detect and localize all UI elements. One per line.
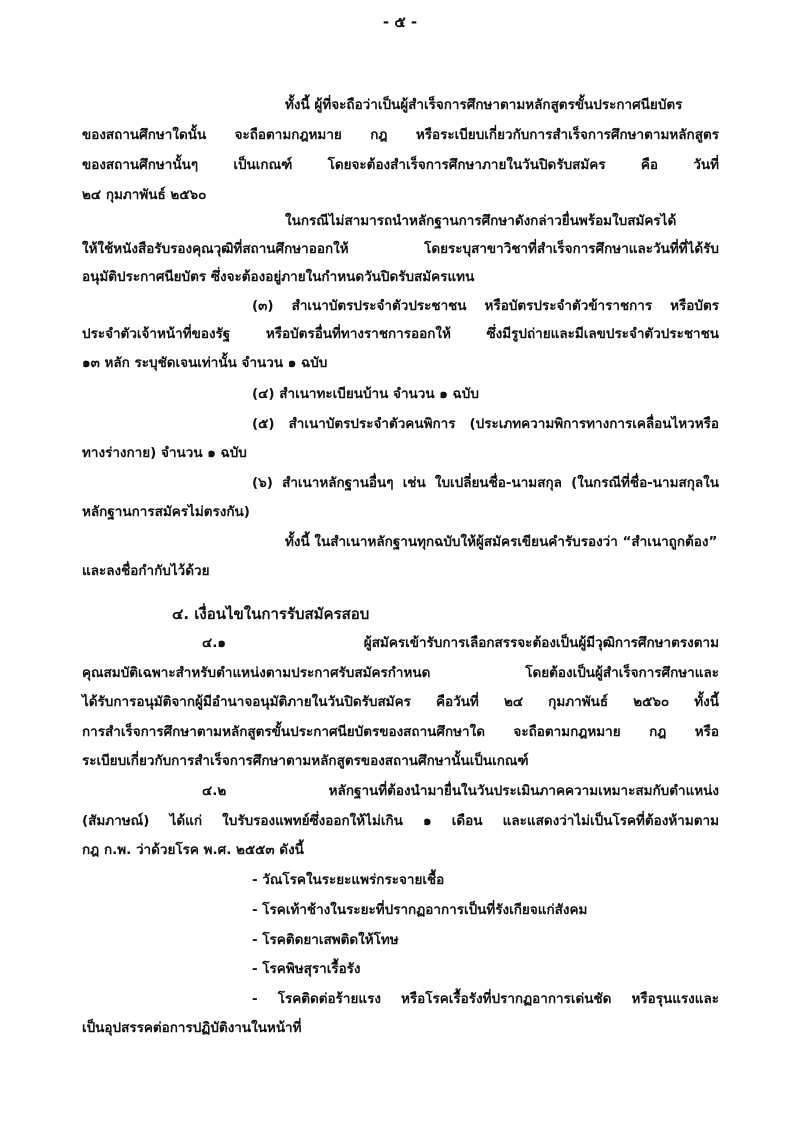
item-4-line-1: (๔) สำเนาทะเบียนบ้าน จำนวน ๑ ฉบับ xyxy=(252,386,479,402)
paragraph-1-line-2: ของสถานศึกษาใดนั้น จะถือตามกฎหมาย กฎ หรือระเบียบเกี่ยวกับการสำเร็จการศึกษาตามหลักสูตร xyxy=(82,127,719,143)
item-6-line-1: (๖) สำเนาหลักฐานอื่นๆ เช่น ใบเปลี่ยนชื่อ-นามสกุล (ในกรณีที่ชื่อ-นามสกุลใน xyxy=(252,475,719,491)
section-4-1-line-1: ๔.๑ ผู้สมัครเข้ารับการเลือกสรรจะต้องเป็นผู้มีวุฒิการศึกษาตรงตาม xyxy=(202,635,719,651)
section-4-1-line-5: ระเบียบเกี่ยวกับการสำเร็จการศึกษาตามหลักสูตรของสถานศึกษานั้นเป็นเกณฑ์ xyxy=(82,753,529,769)
disease-list-item-last-line-1: - โรคติดต่อร้ายแรง หรือโรคเรื้อรังที่ปรากฏอาการเด่นชัด หรือรุนแรงและ xyxy=(252,991,719,1007)
paragraph-2-line-2: ให้ใช้หนังสือรับรองคุณวุฒิที่สถานศึกษาออกให้ โดยระบุสาขาวิชาที่สำเร็จการศึกษาและวันที่ที่ได้รับ xyxy=(82,241,719,257)
paragraph-3-line-1: ทั้งนี้ ในสำเนาหลักฐานทุกฉบับให้ผู้สมัครเขียนคำรับรองว่า “สำเนาถูกต้อง” xyxy=(285,534,718,550)
disease-list-item: - วัณโรคในระยะแพร่กระจายเชื้อ xyxy=(252,872,445,888)
section-4-heading: ๔. เงื่อนไขในการรับสมัครสอบ xyxy=(172,605,370,623)
page-number: - ๕ - xyxy=(382,13,418,31)
section-4-1-line-4: การสำเร็จการศึกษาตามหลักสูตรขั้นประกาศนียบัตรของสถานศึกษาใด จะถือตามกฎหมาย กฎ หรือ xyxy=(82,724,719,740)
item-5-line-1: (๕) สำเนาบัตรประจำตัวคนพิการ (ประเภทความพิการทางการเคลื่อนไหวหรือ xyxy=(252,416,719,432)
item-3-line-1: (๓) สำเนาบัตรประจำตัวประชาชน หรือบัตรประจำตัวข้าราชการ หรือบัตร xyxy=(252,298,719,314)
paragraph-2-line-1: ในกรณีไม่สามารถนำหลักฐานการศึกษาดังกล่าวยื่นพร้อมใบสมัครได้ xyxy=(285,213,677,229)
paragraph-1-line-4: ๒๔ กุมภาพันธ์ ๒๕๖๐ xyxy=(82,187,207,203)
paragraph-2-line-3: อนุมัติประกาศนียบัตร ซึ่งจะต้องอยู่ภายในกำหนดวันปิดรับสมัครแทน xyxy=(82,269,475,285)
disease-list-item-last-line-2: เป็นอุปสรรคต่อการปฏิบัติงานในหน้าที่ xyxy=(82,1020,302,1036)
paragraph-1-line-3: ของสถานศึกษานั้นๆ เป็นเกณฑ์ โดยจะต้องสำเร็จการศึกษาภายในวันปิดรับสมัคร คือ วันที่ xyxy=(82,157,719,173)
section-4-2-line-2: (สัมภาษณ์) ได้แก่ ใบรับรองแพทย์ซึ่งออกให้ไม่เกิน ๑ เดือน และแสดงว่าไม่เป็นโรคที่ต้องห้ามตาม xyxy=(82,813,719,829)
disease-list-item: - โรคพิษสุราเรื้อรัง xyxy=(252,961,361,977)
paragraph-1-line-1: ทั้งนี้ ผู้ที่จะถือว่าเป็นผู้สำเร็จการศึกษาตามหลักสูตรขั้นประกาศนียบัตร xyxy=(285,97,683,113)
item-3-line-2: ประจำตัวเจ้าหน้าที่ของรัฐ หรือบัตรอื่นที่ทางราชการออกให้ ซึ่งมีรูปถ่ายและมีเลขประจำตัวประชาชน xyxy=(82,326,719,342)
item-5-line-2: ทางร่างกาย) จำนวน ๑ ฉบับ xyxy=(82,445,247,461)
section-4-1-line-3: ได้รับการอนุมัติจากผู้มีอำนาจอนุมัติภายในวันปิดรับสมัคร คือวันที่ ๒๔ กุมภาพันธ์ ๒๕๖๐ ทั้งนี้ xyxy=(82,694,719,710)
section-4-2-line-3: กฎ ก.พ. ว่าด้วยโรค พ.ศ. ๒๕๕๓ ดังนี้ xyxy=(82,842,304,858)
item-3-line-3: ๑๓ หลัก ระบุชัดเจนเท่านั้น จำนวน ๑ ฉบับ xyxy=(82,355,328,371)
section-4-1-line-2: คุณสมบัติเฉพาะสำหรับตำแหน่งตามประกาศรับสมัครกำหนด โดยต้องเป็นผู้สำเร็จการศึกษาและ xyxy=(82,665,719,681)
paragraph-3-line-2: และลงชื่อกำกับไว้ด้วย xyxy=(82,563,210,579)
item-6-line-2: หลักฐานการสมัครไม่ตรงกัน) xyxy=(82,504,250,520)
disease-list-item: - โรคติดยาเสพติดให้โทษ xyxy=(252,932,399,948)
disease-list-item: - โรคเท้าช้างในระยะที่ปรากฏอาการเป็นที่รังเกียจแก่สังคม xyxy=(252,902,588,918)
section-4-2-line-1: ๔.๒ หลักฐานที่ต้องนำมายื่นในวันประเมินภาคความเหมาะสมกับตำแหน่ง xyxy=(202,783,719,799)
